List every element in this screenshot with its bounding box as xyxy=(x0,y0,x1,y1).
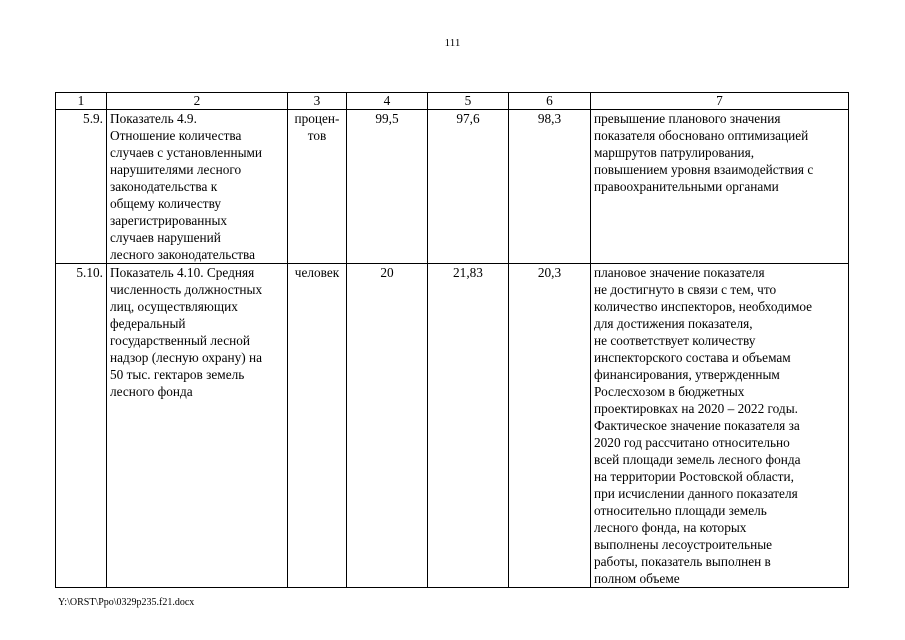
column-header: 1 xyxy=(56,93,107,110)
unit-cell: человек xyxy=(288,264,347,588)
comment-cell: превышение планового значения показателя обосновано оптимизацией маршрутов патрулирования, повышением уровня взаимодействия с правоохранительными органами xyxy=(591,110,849,264)
table-row xyxy=(56,264,849,588)
row-number: 5.9. xyxy=(56,110,107,264)
value-cell: 99,5 xyxy=(347,110,428,264)
column-header: 3 xyxy=(288,93,347,110)
value-cell: 20 xyxy=(347,264,428,588)
indicator-name: Показатель 4.10. Средняя численность должностных лиц, осуществляющих федеральный государственный лесной надзор (лесную охрану) на 50 тыс. гектаров земель лесного фонда xyxy=(107,264,288,588)
row-number: 5.10. xyxy=(56,264,107,588)
table-row xyxy=(56,110,849,264)
value-cell: 20,3 xyxy=(509,264,591,588)
value-cell: 98,3 xyxy=(509,110,591,264)
comment-cell: плановое значение показателя не достигнуто в связи с тем, что количество инспекторов, необходимое для достижения показателя, не соответствует количеству инспекторского состава и объемам финансирования, утвержденным Рослесхозом в бюджетных проектировках на 2020 – 2022 годы. Фактическое значение показателя за 2020 год рассчитано относительно всей площади земель лесного фонда на территории Ростовской области, при исчислении данного показателя относительно площади земель лесного фонда, на которых выполнены лесоустроительные работы, показатель выполнен в полном объеме xyxy=(591,264,849,588)
value-cell: 97,6 xyxy=(428,110,509,264)
page-number: 111 xyxy=(444,37,461,49)
indicator-table xyxy=(55,92,849,588)
value-cell: 21,83 xyxy=(428,264,509,588)
column-header: 2 xyxy=(107,93,288,110)
column-header: 4 xyxy=(347,93,428,110)
indicator-name: Показатель 4.9. Отношение количества случаев с установленными нарушителями лесного законодательства к общему количеству зарегистрированных случаев нарушений лесного законодательства xyxy=(107,110,288,264)
column-header: 6 xyxy=(509,93,591,110)
column-header: 7 xyxy=(591,93,849,110)
footer-file-path: Y:\ORST\Ppo\0329p235.f21.docx xyxy=(58,597,195,608)
unit-cell: процен- тов xyxy=(288,110,347,264)
column-header: 5 xyxy=(428,93,509,110)
table-header-row xyxy=(56,93,849,110)
